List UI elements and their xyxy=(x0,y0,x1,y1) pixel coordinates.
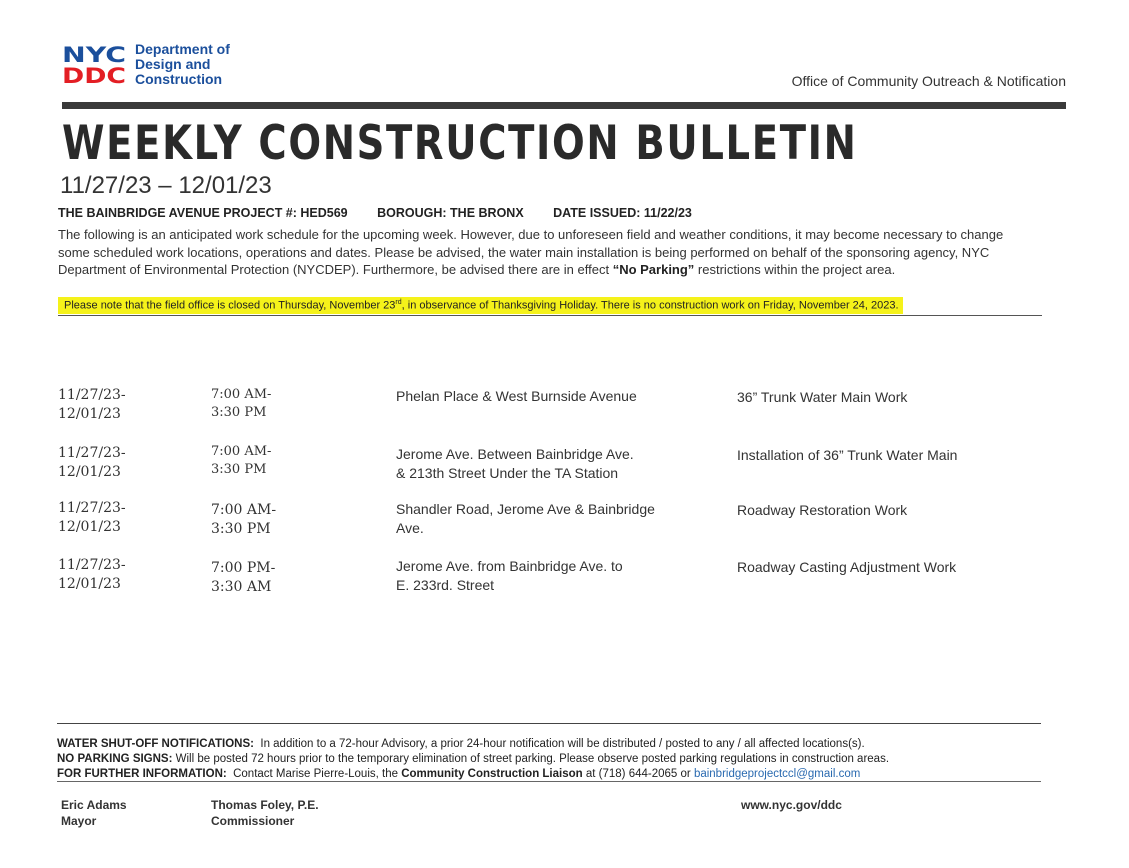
footer-divider xyxy=(57,781,1041,782)
time-start: 7:00 AM- xyxy=(211,387,272,402)
contact-email-link[interactable]: bainbridgeprojectccl@gmail.com xyxy=(693,768,861,780)
project-number: THE BAINBRIDGE AVENUE PROJECT #: HED569 xyxy=(58,206,348,220)
location-line: E. 233rd. Street xyxy=(396,576,495,593)
holiday-notice-text: Please note that the field office is closed on Thursday, November 23 xyxy=(64,299,396,312)
header-divider xyxy=(62,102,1066,109)
mayor-name: Eric Adams xyxy=(61,798,127,812)
borough: BOROUGH: THE BRONX xyxy=(377,206,524,220)
department-line: Design and xyxy=(135,56,211,72)
commissioner-signature xyxy=(211,797,319,829)
schedule-location xyxy=(396,557,696,595)
further-info-text: Contact Marise Pierre-Louis, the xyxy=(233,768,399,780)
department-name xyxy=(135,42,230,87)
schedule-location xyxy=(396,445,696,483)
notice-underline xyxy=(58,315,1042,316)
schedule-row xyxy=(58,499,1048,556)
schedule-dates xyxy=(58,556,126,594)
water-shutoff-text: In addition to a 72-hour Advisory, a prior 24-hour notification will be distributed / posted to any / all affected locations(s). xyxy=(260,738,865,750)
time-end: 3:30 PM xyxy=(211,461,267,477)
mayor-title: Mayor xyxy=(61,814,97,828)
logo-nyc-text: NYC xyxy=(62,43,126,67)
no-parking-label: NO PARKING SIGNS: xyxy=(57,753,173,765)
location-line: & 213th Street Under the TA Station xyxy=(396,464,619,481)
water-shutoff-label: WATER SHUT-OFF NOTIFICATIONS: xyxy=(57,738,254,750)
schedule-location xyxy=(396,387,696,406)
location-line: Ave. xyxy=(396,520,424,536)
location-line: Jerome Ave. from Bainbridge Ave. to xyxy=(396,557,623,574)
commissioner-title: Commissioner xyxy=(211,814,295,828)
location-line: Jerome Ave. Between Bainbridge Ave. xyxy=(396,445,634,462)
schedule-dates xyxy=(58,499,126,537)
schedule-times xyxy=(211,559,275,597)
footer-notes xyxy=(57,737,889,782)
time-end: 3:30 PM xyxy=(211,521,271,537)
date-start: 11/27/23- xyxy=(58,556,126,573)
bulletin-date-range: 11/27/23 – 12/01/23 xyxy=(60,172,272,199)
schedule-dates xyxy=(58,386,126,424)
further-info-note xyxy=(57,767,889,782)
date-issued: DATE ISSUED: 11/22/23 xyxy=(553,206,692,220)
website-link[interactable]: www.nyc.gov/ddc xyxy=(741,798,842,812)
holiday-notice xyxy=(58,297,903,314)
time-start: 7:00 PM- xyxy=(211,559,276,576)
schedule-work: Roadway Restoration Work xyxy=(737,502,908,518)
department-line: Construction xyxy=(135,71,223,87)
office-name: Office of Community Outreach & Notification xyxy=(791,73,1066,89)
schedule-row xyxy=(58,443,1048,500)
schedule-work: Installation of 36” Trunk Water Main xyxy=(737,446,958,463)
water-shutoff-note xyxy=(57,737,889,752)
holiday-notice-text-end: , in observance of Thanksgiving Holiday. There is no construction work on Friday, November 24, 2023. xyxy=(401,299,899,312)
schedule-row xyxy=(58,556,1048,613)
liaison-title: Community Construction Liaison xyxy=(401,768,583,780)
schedule-work: Roadway Casting Adjustment Work xyxy=(737,558,957,575)
location-line: Phelan Place & West Burnside Avenue xyxy=(396,388,637,404)
further-info-phone: at (718) 644-2065 or xyxy=(585,768,691,780)
location-line: Shandler Road, Jerome Ave & Bainbridge xyxy=(396,501,655,517)
bulletin-title: WEEKLY CONSTRUCTION BULLETIN xyxy=(62,116,858,171)
no-parking-emphasis: “No Parking” xyxy=(612,262,695,277)
date-end: 12/01/23 xyxy=(58,519,121,535)
time-end: 3:30 AM xyxy=(211,578,272,595)
mayor-signature xyxy=(61,797,127,829)
schedule-row xyxy=(58,386,1048,443)
footer-divider xyxy=(57,723,1041,724)
work-schedule xyxy=(58,386,1048,612)
holiday-notice-sup: rd xyxy=(395,299,402,306)
schedule-times xyxy=(211,386,271,422)
schedule-dates xyxy=(58,444,126,482)
time-end: 3:30 PM xyxy=(211,405,267,420)
commissioner-name: Thomas Foley, P.E. xyxy=(211,798,319,812)
no-parking-text: Will be posted 72 hours prior to the temporary elimination of street parking. Please observe posted parking regulations in construction areas. xyxy=(175,753,890,765)
logo-ddc-text: DDC xyxy=(62,64,126,85)
date-start: 11/27/23- xyxy=(58,387,126,403)
further-info-label: FOR FURTHER INFORMATION: xyxy=(57,768,227,780)
schedule-work: 36” Trunk Water Main Work xyxy=(737,389,908,405)
time-start: 7:00 AM- xyxy=(211,502,277,518)
schedule-times xyxy=(211,443,271,479)
time-start: 7:00 AM- xyxy=(211,443,272,459)
date-end: 12/01/23 xyxy=(58,463,121,480)
intro-text-end: restrictions within the project area. xyxy=(694,262,896,277)
project-info-line xyxy=(58,206,718,220)
schedule-times xyxy=(211,501,276,539)
intro-paragraph xyxy=(58,226,1033,279)
schedule-location xyxy=(396,500,696,538)
no-parking-note xyxy=(57,752,889,767)
date-end: 12/01/23 xyxy=(58,575,121,592)
date-start: 11/27/23- xyxy=(58,500,126,516)
date-start: 11/27/23- xyxy=(58,444,126,461)
date-end: 12/01/23 xyxy=(58,406,121,422)
department-line: Department of xyxy=(135,41,230,57)
intro-text: The following is an anticipated work schedule for the upcoming week. However, due to unforeseen field and weather conditions, it may become necessary to change some scheduled work locations, operations and dates. Please be advised, the water main installation is being performed on behalf of the sponsoring agency, NYC Department of Environmental Protection (NYCDEP). Furthermore, be advised there are in effect xyxy=(58,227,1004,277)
nyc-ddc-logo xyxy=(62,43,128,85)
